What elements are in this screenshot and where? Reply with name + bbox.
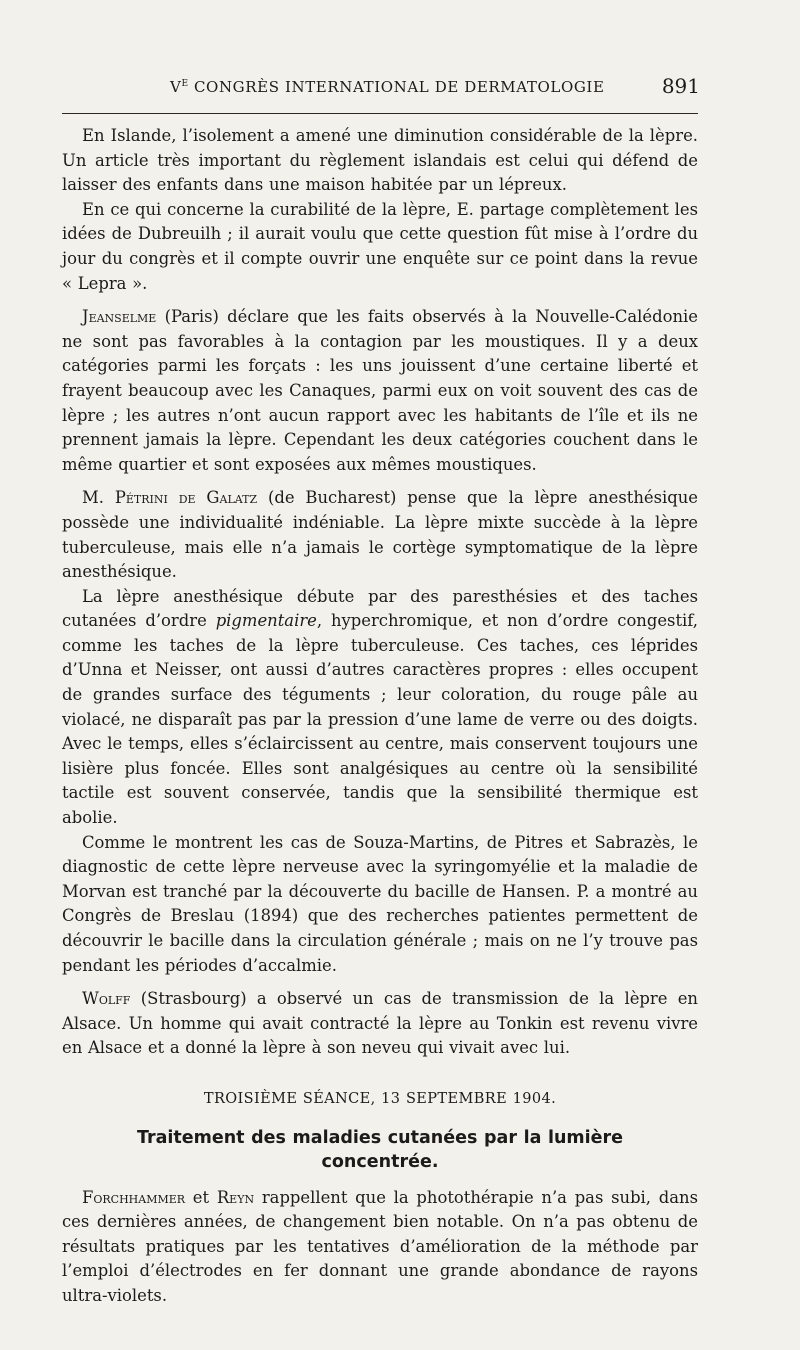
paragraph-forchhammer — [62, 1186, 698, 1309]
page-number: 891 — [661, 74, 700, 98]
conjunction: et — [185, 1187, 217, 1207]
paragraph-wolff — [62, 987, 698, 1061]
paragraph-diagnostic: Comme le montrent les cas de Souza-Martins, de Pitres et Sabrazès, le diagnostic de cette lèpre nerveuse avec la syringomyélie et la maladie de Morvan est tranché par la découverte du bacille de Hansen. P. a montré au Congrès de Breslau (1894) que des recherches patientes permettent de découvrir le bacille dans la circulation générale ; mais on ne l’y trouve pas pendant les périodes d’accalmie. — [62, 832, 698, 975]
paragraph-text: rappellent que la photothérapie n’a pas subi, dans ces dernières années, de changement bien notable. On n’a pas obtenu de résultats pratiques par les tentatives d’amélioration de la méthode par l’emploi d’électrodes en fer donnant une grande abondance de rayons ultra-violets. — [62, 1187, 698, 1305]
paragraph-lepre-anesthesique — [62, 585, 698, 831]
paragraph-jeanselme — [62, 305, 698, 477]
italic-term: pigmentaire — [215, 611, 317, 631]
paragraph-islande: En Islande, l’isolement a amené une diminution considérable de la lèpre. Un article très important du règlement islandais est celui qui défend de laisser des enfants dans une maison habitée par un lépreux. — [62, 126, 698, 195]
session-day: 13 — [381, 1090, 401, 1107]
header-rule — [62, 113, 698, 114]
session-year: 1904. — [512, 1090, 557, 1107]
paragraph-curabilite: En ce qui concerne la curabilité de la lèpre, E. partage complètement les idées de Dubreuilh ; il aurait voulu que cette question fût mise à l’ordre du jour du congrès et il compte ouvrir une enquête sur ce point dans la revue « Lepra ». — [62, 199, 698, 293]
speaker-name-1: Forchhammer — [82, 1187, 186, 1207]
section-title: Traitement des maladies cutanées par la lumière concentrée. — [136, 1127, 624, 1172]
session-label: TROISIÈME SÉANCE, — [203, 1090, 376, 1107]
running-title — [170, 78, 605, 96]
paragraph-text-start: La lèpre anesthésique débute par des paresthésies et des taches cutanées d’ordre — [62, 586, 698, 631]
speaker-name-2: Reyn — [216, 1187, 255, 1207]
page-body — [62, 124, 698, 1309]
session-month: SEPTEMBRE — [405, 1090, 508, 1107]
running-title-superscript: E — [181, 79, 189, 89]
speaker-name: Wolff — [82, 989, 131, 1009]
running-header — [70, 72, 700, 104]
running-title-prefix: V — [170, 78, 182, 96]
paragraph-text: (Strasbourg) a observé un cas de transmission de la lèpre en Alsace. Un homme qui avait contracté la lèpre au Tonkin est revenu vivre en Alsace et a donné la lèpre à son neveu qui vivait avec lui. — [62, 989, 698, 1058]
running-title-text: CONGRÈS INTERNATIONAL DE DERMATOLOGIE — [188, 78, 605, 96]
speaker-name: Jeanselme — [82, 307, 157, 327]
session-heading — [62, 1087, 698, 1112]
paragraph-text: (de Bucharest) pense que la lèpre anesthésique possède une individualité indéniable. La lèpre mixte succède à la lèpre tuberculeuse, mais elle n’a jamais le cortège symptomatique de la lèpre anesthésique. — [62, 488, 699, 582]
paragraph-text: , hyperchromique, et non d’ordre congestif, comme les taches de la lèpre tuberculeuse. Ces taches, ces léprides d’Unna et Neisser, ont aussi d’autres caractères propres : elles occupent de grandes surface des téguments ; leur coloration, du rouge pâle au violacé, ne disparaît pas par la pression d’une lame de verre ou des doigts. Avec le temps, elles s’éclaircissent au centre, mais conservent toujours une lisière plus foncée. Elles sont analgésiques au centre où la sensibilité tactile est souvent conservée, tandis que la sensibilité thermique est abolie. — [62, 611, 698, 828]
paragraph-petrini — [62, 486, 698, 584]
speaker-prefix: M. — [82, 488, 115, 508]
speaker-name: Pétrini de Galatz — [114, 488, 258, 508]
paragraph-text: (Paris) déclare que les faits observés à la Nouvelle-Calédonie ne sont pas favorables à la contagion par les moustiques. Il y a deux catégories parmi les forçats : les uns jouissent d’une certaine liberté et frayent beaucoup avec les Canaques, parmi eux on voit souvent des cas de lèpre ; les autres n’ont aucun rapport avec les habitants de l’île et ils ne prennent jamais la lèpre. Cependant les deux catégories couchent dans le même quartier et sont exposées aux mêmes moustiques. — [62, 307, 698, 474]
